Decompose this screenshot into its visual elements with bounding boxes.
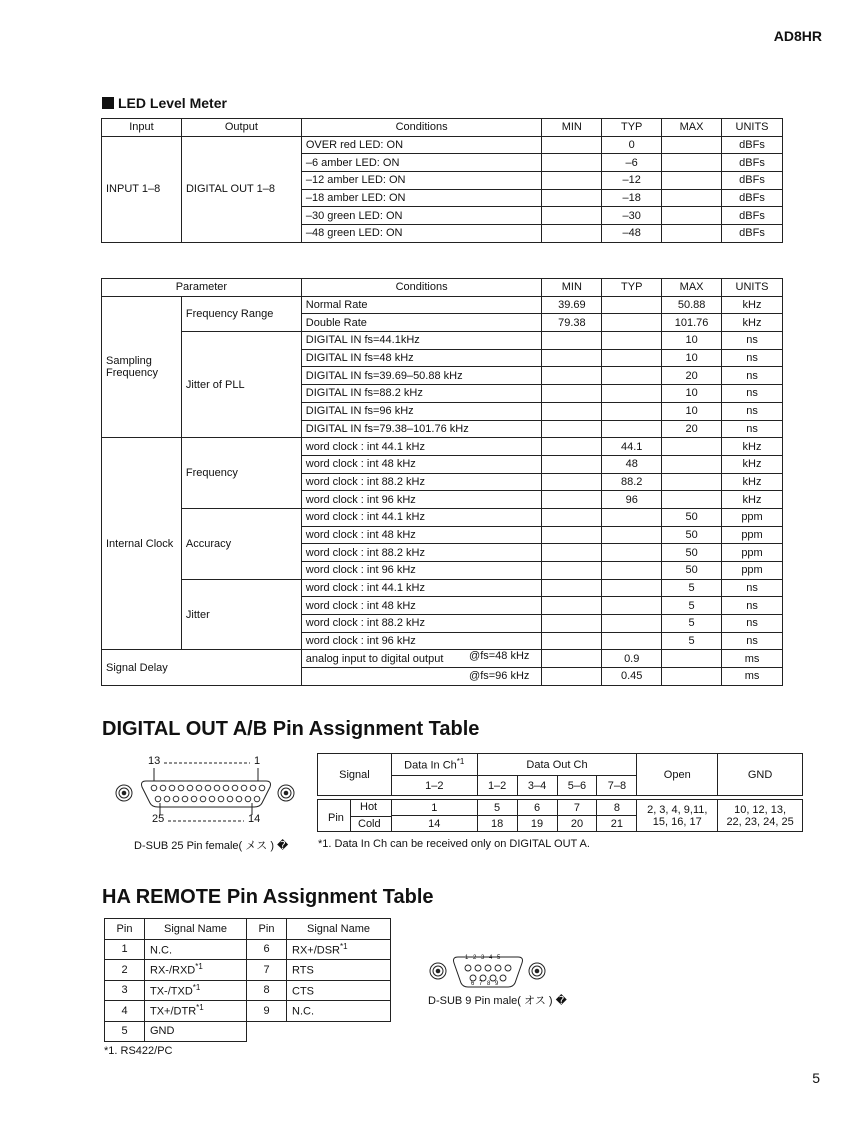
typ-cell — [602, 296, 662, 314]
unit-cell: ns — [722, 579, 783, 597]
min-cell — [542, 597, 602, 615]
pin-cell: 9 — [247, 1001, 287, 1022]
channel-cell: 1–2 — [391, 776, 477, 796]
pin-cell: 4 — [105, 1001, 145, 1022]
pin-cell: 2 — [105, 960, 145, 981]
condition-cell: word clock : int 48 kHz — [301, 455, 542, 473]
unit-cell: ns — [722, 615, 783, 633]
min-cell: 39.69 — [542, 296, 602, 314]
data-in-header-text: Data In Ch — [404, 759, 457, 772]
cold-pin-cell: 19 — [517, 816, 557, 832]
table-row — [105, 1001, 391, 1022]
dsub9-connector-diagram — [428, 955, 578, 1015]
param-header-parameter: Parameter — [102, 279, 302, 297]
signal-text: N.C. — [292, 1006, 314, 1019]
pin-cell: 1 — [105, 939, 145, 960]
dsub25-caption: D-SUB 25 Pin female( メス ) � — [134, 840, 289, 852]
table-row — [102, 579, 783, 597]
sampling-frequency-label: Sampling Frequency — [102, 296, 182, 438]
signal-cell — [287, 980, 391, 1001]
footnote-mark: *1 — [196, 1003, 204, 1013]
max-cell: 10 — [662, 349, 722, 367]
gnd-pins-cell — [718, 800, 803, 832]
dsub25-connector-icon — [112, 755, 302, 830]
min-cell — [542, 562, 602, 580]
unit-cell: ns — [722, 367, 783, 385]
table-row — [318, 800, 803, 816]
typ-cell — [602, 367, 662, 385]
condition-cell: –12 amber LED: ON — [301, 172, 542, 190]
hot-pin-cell: 7 — [557, 800, 597, 816]
min-cell — [542, 455, 602, 473]
open-pins-cell — [637, 800, 718, 832]
typ-cell — [602, 579, 662, 597]
cold-pin-cell: 20 — [557, 816, 597, 832]
parameter-table — [101, 278, 783, 686]
condition-cell: –6 amber LED: ON — [301, 154, 542, 172]
condition-cell: word clock : int 96 kHz — [301, 632, 542, 650]
typ-cell: 0.45 — [602, 668, 662, 686]
typ-cell: 0 — [602, 136, 662, 154]
condition-cell: –18 amber LED: ON — [301, 189, 542, 207]
footnote-mark: *1 — [456, 757, 465, 767]
min-cell — [542, 349, 602, 367]
gnd-pins-line-2: 22, 23, 24, 25 — [726, 815, 794, 828]
typ-cell — [602, 562, 662, 580]
table-row — [102, 650, 783, 668]
hot-pin-cell: 8 — [597, 800, 637, 816]
channel-cell: 3–4 — [517, 776, 557, 796]
typ-cell — [602, 385, 662, 403]
led-header-units: UNITS — [722, 119, 783, 137]
cold-label: Cold — [358, 818, 381, 830]
table-row — [102, 508, 783, 526]
table-row — [105, 939, 391, 960]
table-row — [105, 960, 391, 981]
hot-label: Hot — [360, 801, 378, 813]
condition-cell: DIGITAL IN fs=88.2 kHz — [301, 385, 542, 403]
pin-cell: 8 — [247, 980, 287, 1001]
pin-cell: 5 — [105, 1021, 145, 1042]
min-cell — [542, 632, 602, 650]
condition-cell: DIGITAL IN fs=39.69–50.88 kHz — [301, 367, 542, 385]
typ-cell — [602, 615, 662, 633]
unit-cell: ppm — [722, 562, 783, 580]
signal-cell — [287, 939, 391, 960]
unit-cell: dBFs — [722, 225, 783, 243]
unit-cell: kHz — [722, 491, 783, 509]
unit-cell: dBFs — [722, 189, 783, 207]
digital-out-title: DIGITAL OUT A/B Pin Assignment Table — [102, 718, 480, 740]
typ-cell — [602, 508, 662, 526]
condition-cell — [301, 650, 542, 668]
page-number: 5 — [812, 1070, 820, 1086]
table-row — [102, 296, 783, 314]
hot-pin-cell: 6 — [517, 800, 557, 816]
unit-cell: ns — [722, 632, 783, 650]
unit-cell: ppm — [722, 526, 783, 544]
digital-out-pin-table — [317, 753, 803, 832]
pin-label: Pin — [328, 812, 344, 824]
param-header-units: UNITS — [722, 279, 783, 297]
delay-fs-text: @fs=48 kHz — [469, 650, 530, 663]
table-row — [102, 438, 783, 456]
max-cell: 10 — [662, 385, 722, 403]
signal-cell — [287, 960, 391, 981]
unit-cell: dBFs — [722, 207, 783, 225]
min-cell — [542, 508, 602, 526]
condition-cell: word clock : int 44.1 kHz — [301, 508, 542, 526]
signal-text: CTS — [292, 985, 314, 998]
signal-text: TX+/DTR — [150, 1006, 197, 1019]
condition-cell: OVER red LED: ON — [301, 136, 542, 154]
delay-condition-text: analog input to digital output — [305, 652, 444, 665]
min-cell — [542, 438, 602, 456]
ha-remote-title: HA REMOTE Pin Assignment Table — [102, 886, 434, 908]
unit-cell: ns — [722, 332, 783, 350]
unit-cell: ns — [722, 385, 783, 403]
pin-cell: 3 — [105, 980, 145, 1001]
condition-cell: –30 green LED: ON — [301, 207, 542, 225]
condition-cell: word clock : int 88.2 kHz — [301, 473, 542, 491]
unit-cell: kHz — [722, 455, 783, 473]
pin-label-13: 13 — [148, 755, 161, 767]
signal-text: RX+/DSR — [292, 944, 340, 957]
footnote-mark: *1 — [340, 941, 348, 951]
typ-cell — [602, 632, 662, 650]
signal-cell — [145, 980, 247, 1001]
hot-pin-cell: 5 — [477, 800, 517, 816]
signal-text: RTS — [292, 965, 314, 978]
min-cell — [542, 544, 602, 562]
pin-label-14: 14 — [248, 813, 261, 825]
max-cell: 10 — [662, 402, 722, 420]
max-cell: 5 — [662, 615, 722, 633]
max-cell — [662, 455, 722, 473]
max-cell: 20 — [662, 420, 722, 438]
typ-cell: –12 — [602, 172, 662, 190]
min-cell — [542, 385, 602, 403]
footnote-mark: *1 — [192, 982, 201, 992]
dsub9-caption: D-SUB 9 Pin male( オス ) � — [428, 995, 567, 1007]
signal-text: TX-/TXD — [150, 985, 193, 998]
typ-cell: 88.2 — [602, 473, 662, 491]
min-cell — [542, 367, 602, 385]
led-meter-table — [101, 118, 783, 243]
accuracy-label: Accuracy — [181, 508, 301, 579]
min-cell — [542, 332, 602, 350]
led-header-conditions: Conditions — [301, 119, 542, 137]
param-header-max: MAX — [662, 279, 722, 297]
open-pins-line-1: 2, 3, 4, 9,11, — [647, 803, 708, 816]
unit-cell: ppm — [722, 508, 783, 526]
min-cell — [542, 402, 602, 420]
condition-cell — [301, 668, 542, 686]
channel-cell: 5–6 — [557, 776, 597, 796]
max-cell: 50 — [662, 526, 722, 544]
cold-pin-cell: 18 — [477, 816, 517, 832]
max-cell: 10 — [662, 332, 722, 350]
jitter-label: Jitter — [181, 579, 301, 650]
signal-cell — [145, 960, 247, 981]
unit-cell: dBFs — [722, 154, 783, 172]
typ-cell — [602, 349, 662, 367]
min-cell — [542, 526, 602, 544]
jitter-of-pll-label: Jitter of PLL — [181, 332, 301, 438]
pin-cell: 7 — [247, 960, 287, 981]
dsub9-top-pin-labels: 1 2 3 4 5 — [465, 955, 501, 961]
typ-cell: 0.9 — [602, 650, 662, 668]
led-section-heading — [102, 95, 227, 111]
pin-label-25: 25 — [152, 813, 165, 825]
led-header-max: MAX — [662, 119, 722, 137]
signal-header: Signal — [318, 754, 392, 796]
condition-cell: word clock : int 44.1 kHz — [301, 579, 542, 597]
typ-cell — [602, 332, 662, 350]
ha-remote-footnote: *1. RS422/PC — [104, 1045, 173, 1057]
led-header-min: MIN — [542, 119, 602, 137]
typ-cell — [602, 597, 662, 615]
signal-cell — [145, 1001, 247, 1022]
frequency-range-label: Frequency Range — [181, 296, 301, 331]
condition-cell: DIGITAL IN fs=48 kHz — [301, 349, 542, 367]
condition-cell: Double Rate — [301, 314, 542, 332]
unit-cell: ns — [722, 420, 783, 438]
data-out-header: Data Out Ch — [477, 754, 637, 776]
condition-cell: word clock : int 96 kHz — [301, 562, 542, 580]
max-cell — [662, 473, 722, 491]
condition-cell: word clock : int 88.2 kHz — [301, 544, 542, 562]
table-row — [105, 1021, 391, 1042]
typ-cell: 48 — [602, 455, 662, 473]
max-cell: 50 — [662, 508, 722, 526]
condition-cell: DIGITAL IN fs=79.38–101.76 kHz — [301, 420, 542, 438]
min-cell — [542, 420, 602, 438]
min-cell — [542, 473, 602, 491]
table-row — [102, 332, 783, 350]
gnd-header: GND — [718, 754, 803, 796]
max-cell: 50 — [662, 562, 722, 580]
gnd-pins-line-1: 10, 12, 13, — [734, 803, 787, 816]
unit-cell: dBFs — [722, 172, 783, 190]
table-row — [102, 136, 783, 154]
digital-out-footnote: *1. Data In Ch can be received only on DIGITAL OUT A. — [318, 838, 590, 850]
signal-text: RX-/RXD — [150, 965, 196, 978]
data-in-header — [391, 754, 477, 776]
typ-cell: –18 — [602, 189, 662, 207]
typ-cell — [602, 420, 662, 438]
delay-fs-text: @fs=96 kHz — [469, 670, 530, 683]
table-row — [105, 980, 391, 1001]
ha-remote-pin-table — [104, 918, 391, 1042]
typ-cell — [602, 402, 662, 420]
max-cell: 5 — [662, 579, 722, 597]
square-bullet-icon — [102, 97, 114, 109]
min-cell: 79.38 — [542, 314, 602, 332]
typ-cell: –48 — [602, 225, 662, 243]
typ-cell — [602, 314, 662, 332]
hot-pin-cell: 1 — [391, 800, 477, 816]
led-header-typ: TYP — [602, 119, 662, 137]
typ-cell: –6 — [602, 154, 662, 172]
model-name: AD8HR — [773, 28, 822, 44]
unit-cell: kHz — [722, 438, 783, 456]
min-cell — [542, 615, 602, 633]
unit-cell: kHz — [722, 473, 783, 491]
ha-header-pin-2: Pin — [247, 919, 287, 940]
condition-cell: word clock : int 88.2 kHz — [301, 615, 542, 633]
dsub9-bottom-pin-labels: 6 7 8 9 — [471, 981, 499, 987]
condition-cell: DIGITAL IN fs=96 kHz — [301, 402, 542, 420]
unit-cell: ms — [722, 668, 783, 686]
condition-cell: Normal Rate — [301, 296, 542, 314]
max-cell: 50 — [662, 544, 722, 562]
unit-cell: ns — [722, 349, 783, 367]
cold-pin-cell: 21 — [597, 816, 637, 832]
max-cell: 101.76 — [662, 314, 722, 332]
internal-clock-label: Internal Clock — [102, 438, 182, 650]
signal-cell — [145, 939, 247, 960]
max-cell: 50.88 — [662, 296, 722, 314]
condition-cell: word clock : int 48 kHz — [301, 526, 542, 544]
signal-cell — [287, 1001, 391, 1022]
open-header: Open — [637, 754, 718, 796]
unit-cell: ms — [722, 650, 783, 668]
max-cell — [662, 438, 722, 456]
condition-cell: DIGITAL IN fs=44.1kHz — [301, 332, 542, 350]
param-header-typ: TYP — [602, 279, 662, 297]
open-pins-line-2: 15, 16, 17 — [652, 815, 702, 828]
unit-cell: kHz — [722, 296, 783, 314]
min-cell — [542, 491, 602, 509]
condition-cell: word clock : int 44.1 kHz — [301, 438, 542, 456]
footnote-mark: *1 — [195, 962, 203, 972]
led-output-cell: DIGITAL OUT 1–8 — [181, 136, 301, 242]
ha-header-signal: Signal Name — [145, 919, 247, 940]
frequency-label: Frequency — [181, 438, 301, 509]
signal-cell: GND — [145, 1021, 247, 1042]
ha-header-pin: Pin — [105, 919, 145, 940]
typ-cell — [602, 526, 662, 544]
min-cell — [542, 579, 602, 597]
max-cell: 5 — [662, 597, 722, 615]
led-header-output: Output — [181, 119, 301, 137]
condition-cell: word clock : int 48 kHz — [301, 597, 542, 615]
typ-cell: 96 — [602, 491, 662, 509]
param-header-min: MIN — [542, 279, 602, 297]
condition-cell: word clock : int 96 kHz — [301, 491, 542, 509]
led-input-cell: INPUT 1–8 — [102, 136, 182, 242]
param-header-conditions: Conditions — [301, 279, 542, 297]
channel-cell: 7–8 — [597, 776, 637, 796]
unit-cell: dBFs — [722, 136, 783, 154]
unit-cell: ppm — [722, 544, 783, 562]
pin-hot-cold-cell — [318, 800, 392, 832]
typ-cell — [602, 544, 662, 562]
unit-cell: kHz — [722, 314, 783, 332]
condition-cell: –48 green LED: ON — [301, 225, 542, 243]
max-cell — [662, 491, 722, 509]
pin-cell: 6 — [247, 939, 287, 960]
max-cell: 20 — [662, 367, 722, 385]
ha-header-signal-2: Signal Name — [287, 919, 391, 940]
max-cell: 5 — [662, 632, 722, 650]
led-header-input: Input — [102, 119, 182, 137]
signal-text: N.C. — [150, 944, 172, 957]
unit-cell: ns — [722, 402, 783, 420]
cold-pin-cell: 14 — [391, 816, 477, 832]
signal-delay-label: Signal Delay — [102, 650, 302, 685]
pin-label-1: 1 — [254, 755, 261, 767]
channel-cell: 1–2 — [477, 776, 517, 796]
typ-cell: –30 — [602, 207, 662, 225]
unit-cell: ns — [722, 597, 783, 615]
led-heading-text: LED Level Meter — [118, 95, 227, 111]
dsub25-connector-diagram — [112, 755, 302, 855]
typ-cell: 44.1 — [602, 438, 662, 456]
